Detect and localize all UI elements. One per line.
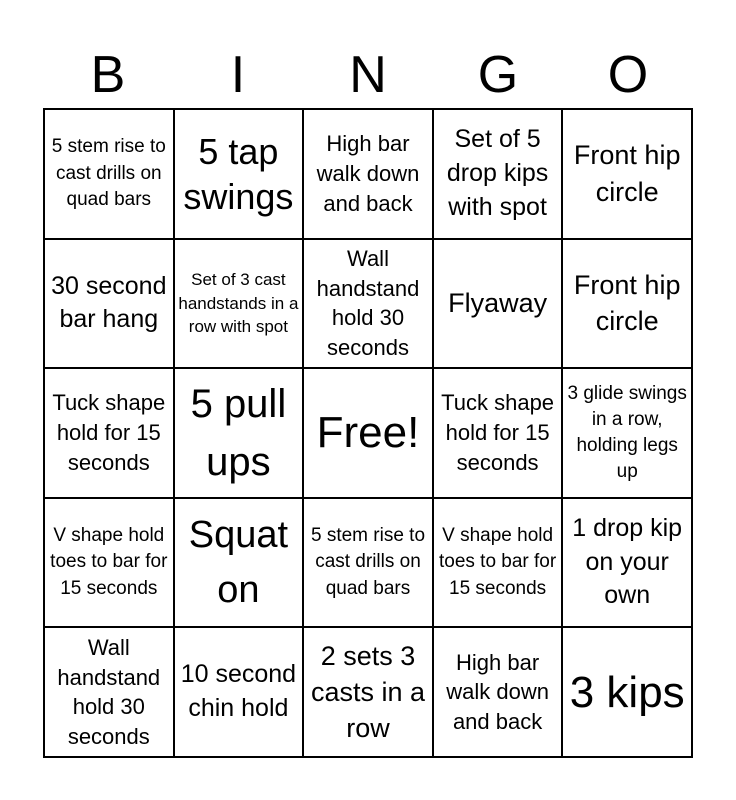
header-letter-i: I [230, 46, 246, 104]
cell-text: High bar walk down and back [316, 131, 420, 216]
header-letter-b: B [90, 46, 126, 104]
bingo-cell-r3c4[interactable] [433, 368, 563, 498]
cell-text: Set of 5 drop kips with spot [446, 125, 549, 221]
cell-text: 5 pull ups [190, 381, 287, 484]
bingo-cell-r4c1[interactable] [44, 498, 174, 628]
bingo-cell-r2c2[interactable] [174, 239, 304, 369]
cell-text: 30 second bar hang [51, 271, 167, 334]
bingo-cell-r3c1[interactable] [44, 368, 174, 498]
bingo-cell-r4c3[interactable] [303, 498, 433, 628]
bingo-cell-r3c3[interactable] [303, 368, 433, 498]
bingo-cell-r4c5[interactable] [562, 498, 692, 628]
bingo-cell-r5c2[interactable] [174, 627, 304, 757]
cell-text: 5 stem rise to cast drills on quad bars [310, 525, 426, 599]
cell-text: Front hip circle [573, 269, 681, 337]
bingo-cell-r1c1[interactable] [44, 109, 174, 239]
bingo-cell-r1c4[interactable] [433, 109, 563, 239]
cell-text: Wall handstand hold 30 seconds [57, 634, 161, 749]
cell-text: 1 drop kip on your own [572, 513, 683, 610]
cell-text: 5 stem rise to cast drills on quad bars [51, 136, 166, 210]
bingo-cell-r1c2[interactable] [174, 109, 304, 239]
bingo-cell-r5c1[interactable] [44, 627, 174, 757]
bingo-cell-r5c5[interactable] [562, 627, 692, 757]
cell-text: Tuck shape hold for 15 seconds [441, 390, 555, 475]
cell-text: V shape hold toes to bar for 15 seconds [438, 525, 557, 599]
bingo-cell-r1c3[interactable] [303, 109, 433, 239]
cell-text: Tuck shape hold for 15 seconds [52, 390, 166, 475]
bingo-cell-r5c3[interactable] [303, 627, 433, 757]
bingo-cell-r3c5[interactable] [562, 368, 692, 498]
cell-text: Free! [316, 408, 420, 458]
header-letter-o: O [607, 46, 649, 104]
cell-text: V shape hold toes to bar for 15 seconds [50, 525, 168, 599]
bingo-header [43, 44, 693, 106]
cell-text: Flyaway [448, 288, 548, 319]
bingo-cell-r4c2[interactable] [174, 498, 304, 628]
header-letter-g: G [477, 46, 519, 104]
cell-text: 3 kips [569, 667, 685, 717]
cell-text: 10 second chin hold [180, 660, 297, 723]
bingo-cell-r2c3[interactable] [303, 239, 433, 369]
bingo-cell-r2c5[interactable] [562, 239, 692, 369]
bingo-cell-r4c4[interactable] [433, 498, 563, 628]
cell-text: Set of 3 cast handstands in a row with spot [178, 270, 299, 337]
cell-text: Wall handstand hold 30 seconds [316, 246, 420, 361]
cell-text: 5 tap swings [183, 130, 294, 217]
bingo-cell-r5c4[interactable] [433, 627, 563, 757]
cell-text: 2 sets 3 casts in a row [310, 640, 426, 744]
bingo-cell-r3c2[interactable] [174, 368, 304, 498]
cell-text: Squat on [188, 513, 289, 611]
bingo-cell-r2c1[interactable] [44, 239, 174, 369]
cell-text: 3 glide swings in a row, holding legs up [567, 382, 687, 483]
bingo-grid [43, 108, 693, 758]
bingo-cell-r2c4[interactable] [433, 239, 563, 369]
bingo-cell-r1c5[interactable] [562, 109, 692, 239]
cell-text: Front hip circle [573, 140, 681, 207]
header-letter-n: N [349, 46, 387, 104]
cell-text: High bar walk down and back [446, 649, 549, 735]
